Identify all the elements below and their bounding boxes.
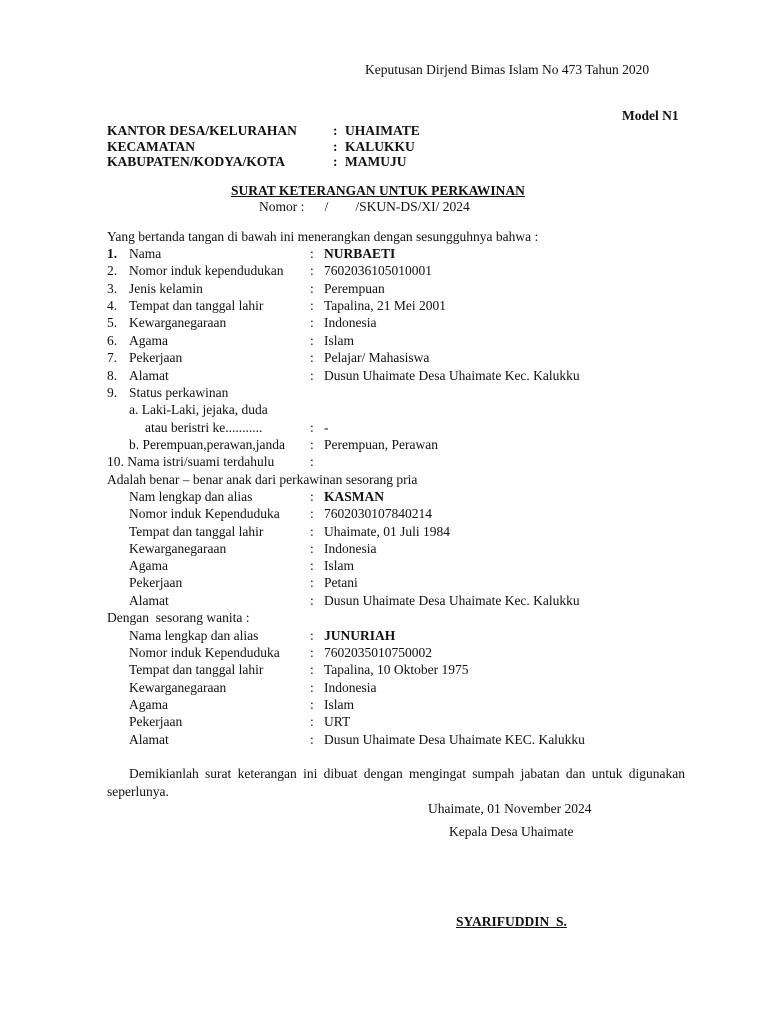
field-label: 10. Nama istri/suami terdahulu xyxy=(107,454,275,469)
field-value: Islam xyxy=(324,697,354,712)
item-number: 8. xyxy=(107,368,118,383)
field-sep: : xyxy=(310,368,314,383)
header-sep: : xyxy=(333,123,338,138)
field-label: Nama lengkap dan alias xyxy=(129,628,259,643)
list-item xyxy=(0,557,768,574)
field-value: Petani xyxy=(324,575,358,590)
field-label: Alamat xyxy=(129,732,169,747)
field-value: Dusun Uhaimate Desa Uhaimate Kec. Kalukku xyxy=(324,593,580,608)
field-label: b. Perempuan,perawan,janda xyxy=(129,437,285,452)
field-label: a. Laki-Laki, jejaka, duda xyxy=(129,402,268,417)
list-item xyxy=(0,661,768,678)
item-number: 3. xyxy=(107,281,118,296)
field-label: Nama xyxy=(129,246,162,261)
field-sep: : xyxy=(310,628,314,643)
header-value: MAMUJU xyxy=(345,154,407,169)
field-label: Kewarganegaraan xyxy=(129,680,227,695)
field-label: Tempat dan tanggal lahir xyxy=(129,662,264,677)
field-sep: : xyxy=(310,437,314,452)
field-label: Nomor induk Kependuduka xyxy=(129,506,280,521)
field-label: Alamat xyxy=(129,368,169,383)
item-number: 6. xyxy=(107,333,118,348)
field-label: Alamat xyxy=(129,593,169,608)
field-label: Tempat dan tanggal lahir xyxy=(129,298,264,313)
field-value: 7602036105010001 xyxy=(324,263,432,278)
field-value: Indonesia xyxy=(324,541,377,556)
field-sep: : xyxy=(310,420,314,435)
intro-text: Yang bertanda tangan di bawah ini menerangkan dengan sesungguhnya bahwa : xyxy=(107,229,539,244)
list-item xyxy=(0,488,768,505)
status-a-line2 xyxy=(0,419,768,436)
field-sep: : xyxy=(310,350,314,365)
place-date: Uhaimate, 01 November 2024 xyxy=(428,801,592,816)
model-label: Model N1 xyxy=(622,108,679,123)
list-item xyxy=(0,384,768,401)
list-item xyxy=(0,592,768,609)
field-label: Pekerjaan xyxy=(129,350,183,365)
closing-paragraph: Demikianlah surat keterangan ini dibuat dengan mengingat sumpah jabatan dan untuk digunakan seperlunya. xyxy=(107,766,685,799)
field-sep: : xyxy=(310,454,314,469)
header-row-office xyxy=(0,122,768,139)
list-item xyxy=(0,314,768,331)
list-item xyxy=(0,367,768,384)
signer-title: Kepala Desa Uhaimate xyxy=(449,824,574,839)
header-label: KANTOR DESA/KELURAHAN xyxy=(107,123,297,138)
field-sep: : xyxy=(310,593,314,608)
list-item xyxy=(0,679,768,696)
status-b xyxy=(0,436,768,453)
list-item xyxy=(0,245,768,262)
list-item xyxy=(0,505,768,522)
field-value: Tapalina, 10 Oktober 1975 xyxy=(324,662,469,677)
header-sep: : xyxy=(333,154,338,169)
list-item xyxy=(0,280,768,297)
field-sep: : xyxy=(310,714,314,729)
list-item xyxy=(0,644,768,661)
field-value: 7602035010750002 xyxy=(324,645,432,660)
item-number: 4. xyxy=(107,298,118,313)
field-label: Nomor induk Kependuduka xyxy=(129,645,280,660)
field-value: Indonesia xyxy=(324,315,377,330)
header-row-regency xyxy=(0,153,768,170)
status-a-line1 xyxy=(0,401,768,418)
signer-name: SYARIFUDDIN S. xyxy=(456,914,567,929)
list-item xyxy=(0,696,768,713)
field-value: Uhaimate, 01 Juli 1984 xyxy=(324,524,450,539)
item-number: 2. xyxy=(107,263,118,278)
header-value: UHAIMATE xyxy=(345,123,420,138)
field-value: Perempuan, Perawan xyxy=(324,437,438,452)
field-sep: : xyxy=(310,541,314,556)
item-number: 1. xyxy=(107,246,118,261)
field-value: URT xyxy=(324,714,351,729)
field-value: KASMAN xyxy=(324,489,384,504)
list-item xyxy=(0,627,768,644)
field-sep: : xyxy=(310,298,314,313)
field-sep: : xyxy=(310,558,314,573)
list-item xyxy=(0,523,768,540)
field-value: Pelajar/ Mahasiswa xyxy=(324,350,430,365)
list-item xyxy=(0,574,768,591)
field-value: Tapalina, 21 Mei 2001 xyxy=(324,298,447,313)
field-label: Kewarganegaraan xyxy=(129,315,227,330)
field-sep: : xyxy=(310,662,314,677)
item-number: 9. xyxy=(107,385,118,400)
field-sep: : xyxy=(310,315,314,330)
list-item xyxy=(0,713,768,730)
field-label: Nomor induk kependudukan xyxy=(129,263,284,278)
header-label: KECAMATAN xyxy=(107,139,195,154)
field-sep: : xyxy=(310,281,314,296)
field-sep: : xyxy=(310,697,314,712)
field-value: Dusun Uhaimate Desa Uhaimate KEC. Kalukku xyxy=(324,732,585,747)
field-value: JUNURIAH xyxy=(324,628,396,643)
field-label: Tempat dan tanggal lahir xyxy=(129,524,264,539)
field-label: Kewarganegaraan xyxy=(129,541,227,556)
list-item xyxy=(0,349,768,366)
field-sep: : xyxy=(310,680,314,695)
field-sep: : xyxy=(310,263,314,278)
field-value: Perempuan xyxy=(324,281,385,296)
field-value: NURBAETI xyxy=(324,246,396,261)
field-sep: : xyxy=(310,575,314,590)
field-label: Pekerjaan xyxy=(129,714,183,729)
field-sep: : xyxy=(310,506,314,521)
header-sep: : xyxy=(333,139,338,154)
field-label: atau beristri ke........... xyxy=(145,420,263,435)
father-intro: Adalah benar – benar anak dari perkawinan sesorang pria xyxy=(107,472,418,487)
field-sep: : xyxy=(310,246,314,261)
field-label: Nam lengkap dan alias xyxy=(129,489,253,504)
field-label: Agama xyxy=(129,697,168,712)
header-value: KALUKKU xyxy=(345,139,415,154)
field-label: Jenis kelamin xyxy=(129,281,203,296)
list-item xyxy=(0,540,768,557)
field-value: Indonesia xyxy=(324,680,377,695)
document-number: Nomor : / /SKUN-DS/XI/ 2024 xyxy=(259,199,470,214)
item-number: 5. xyxy=(107,315,118,330)
field-label: Agama xyxy=(129,333,168,348)
list-item xyxy=(0,262,768,279)
field-value: - xyxy=(324,420,329,435)
field-value: Islam xyxy=(324,558,354,573)
list-item xyxy=(0,332,768,349)
field-label: Pekerjaan xyxy=(129,575,183,590)
field-value: Islam xyxy=(324,333,354,348)
list-item xyxy=(0,731,768,748)
field-label: Agama xyxy=(129,558,168,573)
mother-intro: Dengan sesorang wanita : xyxy=(107,610,250,625)
field-sep: : xyxy=(310,489,314,504)
field-value: 7602030107840214 xyxy=(324,506,432,521)
field-sep: : xyxy=(310,732,314,747)
field-label: Status perkawinan xyxy=(129,385,229,400)
header-label: KABUPATEN/KODYA/KOTA xyxy=(107,154,286,169)
document-title: SURAT KETERANGAN UNTUK PERKAWINAN xyxy=(231,183,525,198)
item-number: 7. xyxy=(107,350,118,365)
field-value: Dusun Uhaimate Desa Uhaimate Kec. Kalukku xyxy=(324,368,580,383)
list-item xyxy=(0,297,768,314)
previous-spouse xyxy=(0,453,768,470)
field-sep: : xyxy=(310,333,314,348)
field-sep: : xyxy=(310,645,314,660)
decree-reference: Keputusan Dirjend Bimas Islam No 473 Tahun 2020 xyxy=(365,62,650,77)
field-sep: : xyxy=(310,524,314,539)
